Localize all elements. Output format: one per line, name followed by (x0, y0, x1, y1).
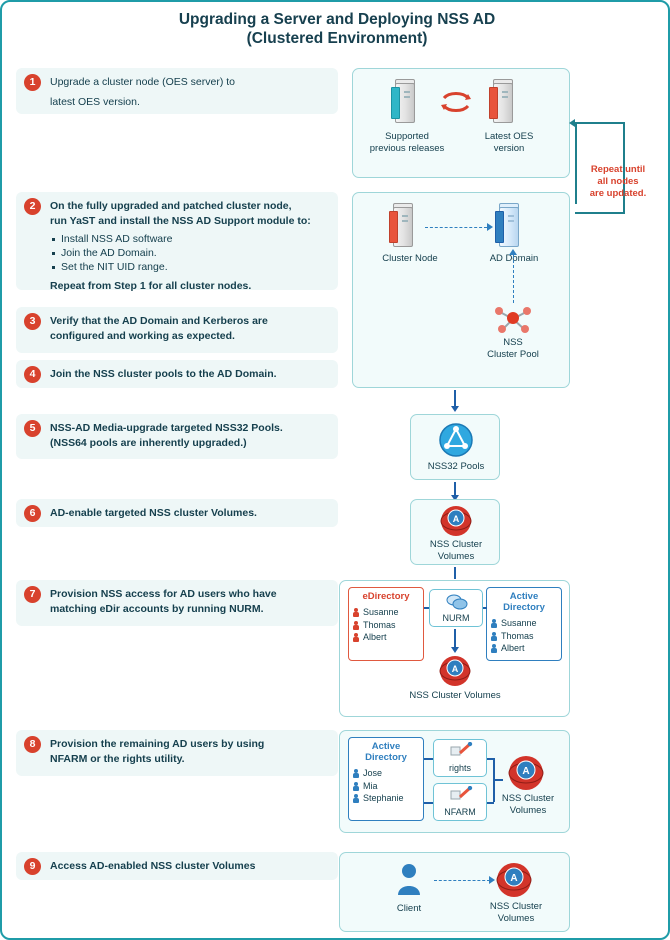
step-1-number: 1 (24, 74, 41, 91)
page-title-line2: (Clustered Environment) (246, 30, 428, 47)
active-directory-box-8 (348, 737, 424, 821)
caption-volumes-9-l1: NSS Cluster (489, 901, 543, 912)
client-icon (396, 863, 422, 897)
edir-user-2: Thomas (363, 619, 396, 630)
step-2-note: Repeat from Step 1 for all cluster nodes. (50, 280, 252, 292)
list-item (349, 780, 423, 793)
rights-icon (449, 742, 473, 760)
nurm-icon (445, 592, 469, 612)
nurm-label: NURM (442, 613, 470, 623)
page-title-line1: Upgrading a Server and Deploying NSS AD (178, 11, 496, 28)
connector-pool-to-ad (513, 255, 514, 303)
connector-node-to-ad (425, 227, 487, 228)
svg-text:A: A (510, 873, 518, 884)
caption-latest-oes (461, 131, 557, 155)
page-title (2, 10, 670, 48)
ad-title-7-l1: Active (509, 591, 539, 602)
repeat-note-l3: are updated. (589, 188, 647, 199)
connector-edir-nurm (424, 607, 429, 609)
step-5-number: 5 (24, 420, 41, 437)
repeat-note-l2: all nodes (597, 176, 639, 187)
ad-user-list-8 (349, 765, 423, 809)
connector-panel6-panel7 (454, 567, 456, 579)
list-item (487, 617, 561, 630)
svg-text:A: A (451, 664, 459, 674)
panel-client-access (339, 852, 570, 932)
ad-user-7-3: Albert (501, 643, 525, 653)
caption-volumes-8-l2: Volumes (509, 805, 547, 816)
step-5-line1: NSS-AD Media-upgrade targeted NSS32 Pools. (50, 422, 283, 434)
step-7-line2: matching eDir accounts by running NURM. (50, 602, 264, 615)
caption-previous-releases-l1: Supported (385, 131, 429, 142)
connector-node-to-ad-arrow (487, 223, 493, 231)
step-6-number: 6 (24, 505, 41, 522)
caption-volumes-9-l2: Volumes (497, 913, 535, 924)
step-2-bullet-3: Set the NIT UID range. (50, 260, 330, 274)
step-8 (16, 730, 338, 776)
step-1 (16, 68, 338, 114)
step-6-line1: AD-enable targeted NSS cluster Volumes. (50, 507, 257, 519)
repeat-loop-top (575, 122, 625, 124)
panel-upgrade-node (352, 68, 570, 178)
list-item (349, 631, 423, 644)
caption-nss-cluster-volumes-6 (411, 539, 501, 563)
list-item (487, 630, 561, 643)
caption-nss-cluster-volumes-9 (478, 901, 554, 925)
step-3 (16, 307, 338, 353)
step-2-line2: run YaST and install the NSS AD Support module to: (50, 214, 311, 227)
caption-nss-cluster-pool-l1: NSS (503, 337, 523, 348)
step-2-bullet-1: Install NSS AD software (50, 232, 330, 246)
step-2-number: 2 (24, 198, 41, 215)
ad-volume-icon-9 (496, 862, 532, 898)
nurm-utility (429, 589, 483, 627)
repeat-loop-arrowhead (569, 119, 575, 127)
user-icon (491, 619, 497, 628)
step-9-line1: Access AD-enabled NSS cluster Volumes (50, 860, 256, 872)
panel-nurm (339, 580, 570, 717)
user-icon (353, 633, 359, 642)
ad-title-8-l1: Active (371, 741, 401, 752)
edir-user-3: Albert (363, 632, 387, 642)
caption-cluster-node: Cluster Node (382, 253, 438, 264)
edir-user-1: Susanne (363, 607, 399, 617)
list-item (487, 642, 561, 655)
caption-latest-oes-l1: Latest OES (484, 131, 534, 142)
server-cluster-node-icon (389, 207, 415, 247)
upgrade-arrows-icon (441, 91, 471, 113)
caption-volumes-6-l1: NSS Cluster (429, 539, 483, 550)
user-icon (491, 632, 497, 641)
user-icon (353, 621, 359, 630)
repeat-note (568, 164, 668, 200)
repeat-note-l1: Repeat until (590, 164, 646, 175)
step-2-bullets (50, 232, 330, 274)
step-1-line1: Upgrade a cluster node (OES server) to (50, 76, 236, 88)
nfarm-label: NFARM (444, 807, 476, 817)
connector-nurm-volumes (454, 629, 456, 649)
user-icon (353, 608, 359, 617)
caption-nss32-pools: NSS32 Pools (427, 461, 485, 472)
server-latest-icon (489, 83, 515, 123)
ad-user-list-7 (487, 615, 561, 659)
active-directory-box-7 (486, 587, 562, 661)
caption-nss-cluster-volumes-7: NSS Cluster Volumes (409, 690, 501, 701)
caption-volumes-8-l1: NSS Cluster (501, 793, 555, 804)
panel-nss-cluster-volumes (410, 499, 500, 565)
ad-user-8-1: Jose (363, 768, 383, 778)
step-7-line1: Provision NSS access for AD users who have (50, 588, 277, 600)
step-8-line2: NFARM or the rights utility. (50, 752, 185, 765)
caption-nss-cluster-volumes-8 (490, 793, 566, 817)
nss-cluster-pool-icon (493, 305, 533, 333)
step-5-line2: (NSS64 pools are inherently upgraded.) (50, 436, 247, 449)
panel-ad-domain (352, 192, 570, 388)
step-8-number: 8 (24, 736, 41, 753)
edirectory-title: eDirectory (362, 591, 410, 602)
step-1-line2: latest OES version. (50, 95, 140, 108)
connector-bus-volumes (493, 779, 503, 781)
list-item (349, 767, 423, 780)
list-item (349, 619, 423, 632)
rights-label: rights (448, 763, 471, 773)
edirectory-user-list (349, 604, 423, 648)
user-icon (353, 782, 359, 791)
nss32-pool-icon (438, 422, 474, 458)
step-4-line1: Join the NSS cluster pools to the AD Domain. (50, 368, 277, 380)
ad-volume-icon (440, 505, 472, 537)
ad-volume-icon-7 (439, 655, 471, 687)
step-5 (16, 414, 338, 459)
caption-latest-oes-l2: version (493, 143, 525, 154)
step-9 (16, 852, 338, 880)
connector-client-volumes-arrow (489, 876, 495, 884)
user-icon (491, 644, 497, 653)
svg-text:A: A (452, 514, 460, 524)
step-3-line1: Verify that the AD Domain and Kerberos are (50, 315, 268, 327)
repeat-loop-bottom (575, 212, 625, 214)
server-previous-icon (391, 83, 417, 123)
connector-client-volumes (434, 880, 490, 881)
user-icon (353, 769, 359, 778)
ad-user-8-3: Stephanie (363, 793, 404, 803)
connector-rights-bus (487, 758, 494, 760)
caption-client: Client (396, 903, 422, 914)
caption-volumes-6-l2: Volumes (437, 551, 475, 562)
ad-title-7 (487, 588, 561, 615)
ad-user-7-1: Susanne (501, 618, 537, 628)
step-3-number: 3 (24, 313, 41, 330)
connector-ad8-rights (424, 758, 433, 760)
connector-nurm-ad (483, 607, 487, 609)
step-2 (16, 192, 338, 290)
nfarm-utility (433, 783, 487, 821)
step-2-bullet-2: Join the AD Domain. (50, 246, 330, 260)
step-2-line1: On the fully upgraded and patched cluster node, (50, 200, 292, 212)
caption-previous-releases-l2: previous releases (369, 143, 445, 154)
step-4 (16, 360, 338, 388)
ad-user-8-2: Mia (363, 780, 378, 791)
ad-title-8-l2: Directory (365, 752, 407, 763)
rights-utility (433, 739, 487, 777)
step-7-number: 7 (24, 586, 41, 603)
svg-text:A: A (522, 766, 530, 777)
server-ad-domain-icon (495, 207, 521, 247)
edirectory-box (348, 587, 424, 661)
connector-ad8-nfarm (424, 802, 433, 804)
step-8-line1: Provision the remaining AD users by using (50, 738, 265, 750)
step-9-number: 9 (24, 858, 41, 875)
step-6 (16, 499, 338, 527)
caption-nss-cluster-pool-l2: Cluster Pool (487, 349, 539, 360)
ad-volume-icon-8 (508, 755, 544, 791)
caption-previous-releases (359, 131, 455, 155)
caption-nss-cluster-pool (463, 337, 563, 361)
connector-pool-to-ad-arrow (509, 249, 517, 255)
connector-nurm-volumes-arrow (451, 647, 459, 653)
connector-panel2-panel5-arrow (451, 406, 459, 412)
list-item (349, 792, 423, 805)
ad-title-7-l2: Directory (503, 602, 545, 613)
step-3-line2: configured and working as expected. (50, 329, 235, 342)
panel-nss32-pools (410, 414, 500, 480)
list-item (349, 606, 423, 619)
ad-user-7-2: Thomas (501, 630, 534, 641)
user-icon (353, 794, 359, 803)
panel-nfarm (339, 730, 570, 833)
step-4-number: 4 (24, 366, 41, 383)
ad-title-8 (349, 738, 423, 765)
nfarm-icon (449, 786, 473, 804)
step-7 (16, 580, 338, 626)
caption-ad-domain: AD Domain (489, 253, 539, 264)
